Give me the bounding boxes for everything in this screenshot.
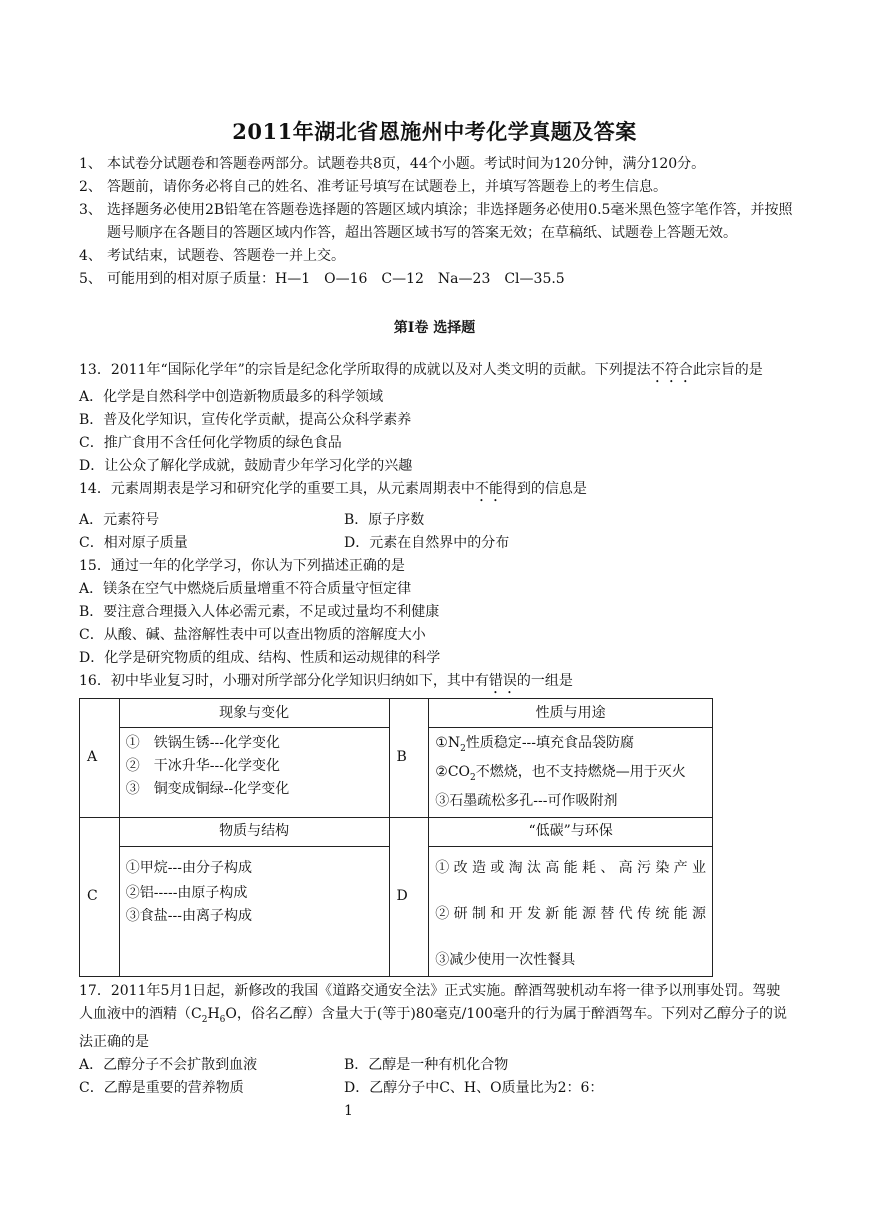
stem-text: 14．元素周期表是学习和研究化学的重要工具，从元素周期表中	[79, 481, 475, 497]
group-b-content	[429, 728, 713, 818]
question-13	[79, 359, 794, 478]
option-c: C．乙醇是重要的营养物质	[79, 1080, 244, 1097]
table-cell-line: ① 铁锅生锈---化学变化	[125, 735, 280, 751]
option-d: D．乙醇分子中C、H、O质量比为2：6：1	[344, 1080, 604, 1120]
group-d-heading: “低碳”与环保	[429, 817, 713, 846]
subscript: 6	[219, 1014, 226, 1025]
question-stem	[79, 478, 794, 505]
table-row	[80, 817, 713, 846]
instruction-item	[79, 153, 794, 176]
option-d: D．化学是研究物质的组成、结构、性质和运动规律的科学	[79, 650, 441, 666]
option-b: B．原子序数	[344, 512, 425, 528]
option-a: A．镁条在空气中燃烧后质量增重不符合质量守恒定律	[79, 581, 412, 597]
knowledge-table	[79, 698, 713, 977]
option-c: C．相对原子质量	[79, 535, 188, 551]
question-stem	[79, 980, 794, 1055]
spacer	[435, 880, 706, 903]
stem-text: 17．2011年5月1日起，新修改的我国《道路交通安全法》正式实施。醉酒驾驶机动车将一律予以刑事处罚。驾驶人血液中的酒精（C	[79, 982, 781, 1022]
table-cell-line: ②研制和开发新能源替代传统能源	[435, 905, 706, 922]
table-cell-line: ①改造或淘汰高能耗、高污染产业	[435, 859, 706, 876]
instructions	[79, 153, 794, 291]
option-row	[79, 509, 794, 532]
group-letter-b: B	[389, 699, 429, 818]
formula-text: ②CO	[435, 763, 471, 780]
table-cell-line	[435, 761, 706, 790]
instruction-item	[79, 199, 794, 245]
question-16	[79, 670, 794, 977]
option-a: A．元素符号	[79, 512, 160, 528]
instruction-text: 可能用到的相对原子质量：H—1 O—16 C—12 Na—23 Cl—35.5	[107, 271, 565, 287]
instruction-number: 1、	[79, 156, 102, 172]
group-c-content	[119, 846, 389, 976]
question-stem: 15．通过一年的化学学习，你认为下列描述正确的是	[79, 558, 405, 574]
option-row	[79, 1077, 794, 1123]
stem-text: 的一组是	[516, 673, 573, 689]
group-d-content	[429, 846, 713, 976]
subscript: 2	[201, 1014, 208, 1025]
table-cell-line	[435, 732, 706, 761]
questions	[79, 359, 794, 1123]
cell-text: 性质稳定---填充食品袋防腐	[465, 735, 635, 751]
table-cell-line: ③石墨疏松多孔---可作吸附剂	[435, 792, 618, 809]
stem-text: O，俗名乙醇）含量大于(等于)80毫克/100毫升的行为属于醉酒驾车。下列对乙醇分子的说法正确的是	[79, 1005, 788, 1051]
question-17	[79, 980, 794, 1124]
group-a-heading: 现象与变化	[119, 699, 389, 728]
instruction-number: 4、	[79, 248, 102, 264]
instruction-text: 考试结束，试题卷、答题卷一并上交。	[107, 248, 345, 264]
instruction-number: 5、	[79, 271, 102, 287]
emphasized-text: 不符合	[650, 362, 693, 378]
question-stem	[79, 670, 794, 697]
option-b: B．乙醇是一种有机化合物	[344, 1057, 509, 1074]
stem-text: H	[207, 1005, 220, 1022]
table-row	[80, 699, 713, 728]
question-14	[79, 478, 794, 555]
stem-text: 此宗旨的是	[692, 362, 763, 378]
option-b: B．普及化学知识，宣传化学贡献，提高公众科学素养	[79, 412, 412, 428]
instruction-item	[79, 176, 794, 199]
instruction-text: 答题前，请你务必将自己的姓名、准考证号填写在试题卷上，并填写答题卷上的考生信息。	[107, 179, 667, 195]
section-title: 第Ⅰ卷 选择题	[393, 320, 476, 336]
option-row	[79, 532, 794, 555]
group-b-heading: 性质与用途	[429, 699, 713, 728]
instruction-text: 本试卷分试题卷和答题卷两部分。试题卷共8页，44个小题。考试时间为120分钟，满分120分。	[107, 156, 706, 172]
option-c: C．从酸、碱、盐溶解性表中可以查出物质的溶解度大小	[79, 627, 426, 643]
instruction-item	[79, 268, 794, 291]
subscript: 2	[460, 743, 466, 754]
group-letter-d: D	[389, 817, 429, 976]
spacer	[435, 926, 706, 949]
instruction-number: 2、	[79, 179, 102, 195]
stem-text: 13．2011年“国际化学年”的宗旨是纪念化学所取得的成就以及对人类文明的贡献。下列提法	[79, 362, 651, 378]
instruction-item	[79, 245, 794, 268]
option-d: D．元素在自然界中的分布	[344, 535, 510, 551]
table-cell-line: ①甲烷---由分子构成	[125, 859, 252, 876]
table-cell-line: ③ 铜变成铜绿--化学变化	[125, 781, 290, 797]
table-cell-line: ② 干冰升华---化学变化	[125, 758, 280, 774]
group-c-heading: 物质与结构	[119, 817, 389, 846]
table-cell-line: ②铝-----由原子构成	[125, 884, 248, 901]
stem-text: 得到的信息是	[502, 481, 587, 497]
page-title: 2011年湖北省恩施州中考化学真题及答案	[232, 119, 637, 144]
option-b: B．要注意合理摄入人体必需元素，不足或过量均不利健康	[79, 604, 440, 620]
instruction-number: 3、	[79, 202, 102, 218]
table-cell-line: ③食盐---由离子构成	[125, 907, 252, 924]
question-stem	[79, 359, 794, 386]
option-a: A．化学是自然科学中创造新物质最多的科学领域	[79, 389, 384, 405]
emphasized-text: 不能	[474, 481, 503, 497]
instruction-text: 选择题务必使用2B铅笔在答题卷选择题的答题区域内填涂；非选择题务必使用0.5毫米黑色签字笔作答，并按照题号顺序在各题目的答题区域内作答，超出答题区域书写的答案无效；在草稿纸、试题卷上答题无效。	[107, 202, 793, 241]
stem-text: 16．初中毕业复习时，小珊对所学部分化学知识归纳如下，其中有	[79, 673, 489, 689]
question-15	[79, 555, 794, 670]
group-letter-a: A	[80, 699, 120, 818]
table-cell-line: ③减少使用一次性餐具	[435, 951, 576, 968]
subscript: 2	[470, 772, 476, 783]
option-row	[79, 1054, 794, 1077]
option-d: D．让公众了解化学成就，鼓励青少年学习化学的兴趣	[79, 458, 413, 474]
formula-text: ①N	[435, 735, 461, 751]
group-letter-c: C	[80, 817, 120, 976]
option-c: C．推广食用不含任何化学物质的绿色食品	[79, 435, 342, 451]
group-a-content	[119, 728, 389, 818]
cell-text: 不燃烧，也不支持燃烧—用于灭火	[475, 763, 686, 780]
option-a: A．乙醇分子不会扩散到血液	[79, 1057, 258, 1074]
emphasized-text: 错误	[488, 673, 517, 689]
